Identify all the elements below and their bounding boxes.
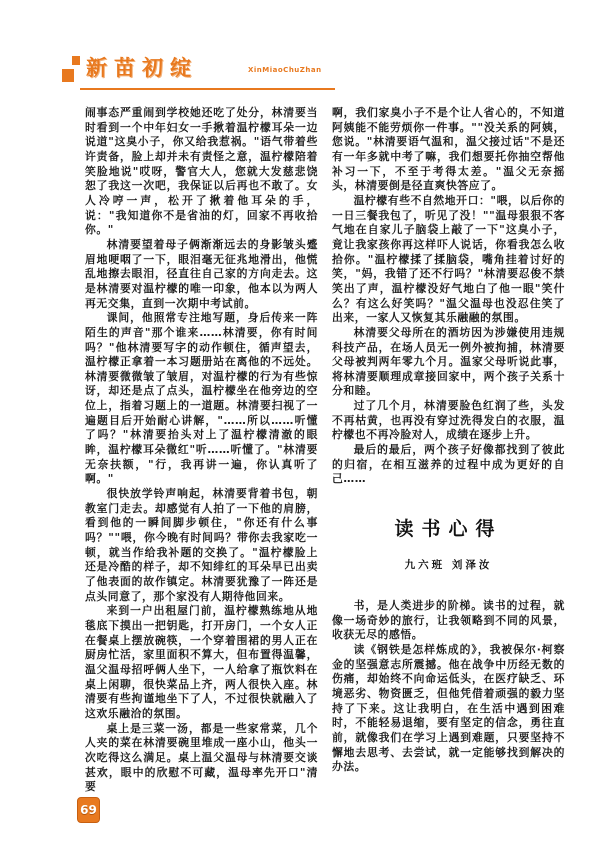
magazine-logo-icon [62, 56, 80, 82]
story-paragraph: 课间，他照常专注地写题，身后传来一阵陌生的声音"那个谁来……林清要，你有时间吗？"他林清要写字的动作顿住，循声望去，温柠檬正拿着一本习题册站在离他的不远处。林清要微微皱了皱眉，对温柠檬的行为有些惊讶，却还是点了点头，温柠檬坐在他旁边的空位上，指着习题上的一道题。林清要扫视了一遍题目后开始耐心讲解，"……所以……听懂了吗？"林清要抬头对上了温柠檬清澈的眼眸，温柠檬耳朵微红"听……听懂了。"林清要无奈扶额，"行，我再讲一遍，你认真听了啊。" [85, 311, 318, 486]
essay-paragraph: 书，是人类进步的阶梯。读书的过程，就像一场奇妙的旅行，让我领略到不同的风景，收获无尽的感悟。 [332, 599, 565, 642]
section-body [332, 599, 565, 775]
story-paragraph: 啊，我们家臭小子不是个让人省心的，不知道阿姨能不能劳烦你一件事。""没关系的阿姨，您说。"林清要语气温和，温父接过话"不是还有一年多就中考了嘛，我们想要托你抽空帮他补习一下，不至于考得太差。"温父无奈摇头，林清要倒是径直爽快答应了。 [332, 106, 565, 193]
magazine-title: 新苗初绽 [86, 56, 198, 80]
story-paragraph: 桌上是三菜一汤，都是一些家常菜，几个人夹的菜在林清要碗里堆成一座小山，他头一次吃得这么满足。桌上温父温母与林清要交谈甚欢，眼中的欣慰不可藏，温母率先开口"清要 [85, 721, 318, 794]
story-paragraph: 很快放学铃声响起，林清要背着书包，朝教室门走去。却感觉有人拍了一下他的肩膀，看到他的一瞬间脚步顿住，"你还有什么事吗？""喂，你今晚有时间吗？带你去我家吃一顿，就当作给我补题的交换了。"温柠檬脸上还是冷酷的样子，却不知绯红的耳朵早已出卖了他表面的故作镇定。林清要犹豫了一阵还是点头同意了，那个家没有人期待他回来。 [85, 487, 318, 603]
story-paragraph: 来到一户出租屋门前，温柠檬熟练地从地毯底下摸出一把钥匙，打开房门，一个女人正在餐桌上摆放碗筷，一个穿着围裙的男人正在厨房忙活，家里面积不算大，但布置得温馨，温父温母招呼俩人坐下，一人给拿了瓶饮料在桌上闲聊，很快菜品上齐，两人很快入座。林清要有些拘谨地坐下了人，不过很快就融入了这欢乐融洽的氛围。 [85, 604, 318, 720]
essay-paragraph: 读《钢铁是怎样炼成的》，我被保尔·柯察金的坚强意志所震撼。他在战争中历经无数的伤痛，却始终不向命运低头，在医疗缺乏、环境恶劣、物资匮乏，但他凭借着顽强的毅力坚持了下来。这让我明白，在生活中遇到困难时，不能轻易退缩，要有坚定的信念，勇往直前，就像我们在学习上遇到难题，只要坚持不懈地去思考、去尝试，就一定能够找到解决的办法。 [332, 643, 565, 774]
section-byline: 九六班 刘泽汝 [404, 559, 493, 572]
page-header [62, 50, 342, 90]
story-paragraph: 过了几个月，林清要脸色红润了些，头发不再枯黄，也再没有穿过洗得发白的衣服，温柠檬也不再冷脸对人，成绩在逐步上升。 [332, 399, 565, 442]
left-column [85, 106, 318, 795]
right-column [332, 106, 565, 795]
essay-section [332, 514, 565, 775]
story-paragraph: 林清要望着母子俩渐渐远去的身影皱头蹙眉地哽咽了一下，眼泪毫无征兆地滑出，他慌乱地擦去眼泪，径直往自己家的方向走去。这是林清要对温柠檬的唯一印象，他本以为两人再无交集，直到一次期中考试前。 [85, 237, 318, 310]
section-title: 读书心得 [394, 518, 503, 541]
header-divider [80, 88, 335, 90]
magazine-title-pinyin: XinMiaoChuZhan [248, 66, 322, 74]
text-columns [85, 106, 565, 795]
story-paragraph: 闹事态严重闹到学校她还吃了处分，林清要当时看到一个中年妇女一手揪着温柠檬耳朵一边说道"这臭小子，你又给我惹祸。"语气带着些许责备，脸上却并未有责怪之意，温柠檬陪着笑脸地说"哎呀，警官大人，您就大发慈悲饶恕了我这一次吧，我保证以后再也不敢了。女人冷哼一声，松开了揪着他耳朵的手，说："我知道你不是省油的灯，回家不再收拾你。" [85, 106, 318, 237]
story-paragraph: 温柠檬有些不自然地开口："喂，以后你的一日三餐我包了，听见了没！""温母狠狠不客气地在自家儿子脑袋上敲了一下"这臭小子，竟让我家孩你再这样吓人说话，你看我怎么收拾你。"温柠檬揉了揉脑袋，嘴角挂着讨好的笑，"妈，我错了还不行吗？"林清要忍俊不禁笑出了声，温柠檬没好气地白了他一眼"笑什么？有这么好笑吗？"温父温母也没忍住笑了出来，一家人又恢复其乐融融的氛围。 [332, 193, 565, 325]
page-number-badge: 69 [77, 797, 100, 823]
story-paragraph: 林清要父母所在的酒坊因为涉嫌使用违规科技产品，在场人员无一例外被拘捕，林清要父母被判两年零九个月。温家父母听说此事，将林清要顺理成章接回家中，两个孩子关系十分和睦。 [332, 325, 565, 398]
story-paragraph: 最后的最后，两个孩子好像都找到了彼此的归宿，在相互滋养的过程中成为更好的自己…… [332, 443, 565, 486]
